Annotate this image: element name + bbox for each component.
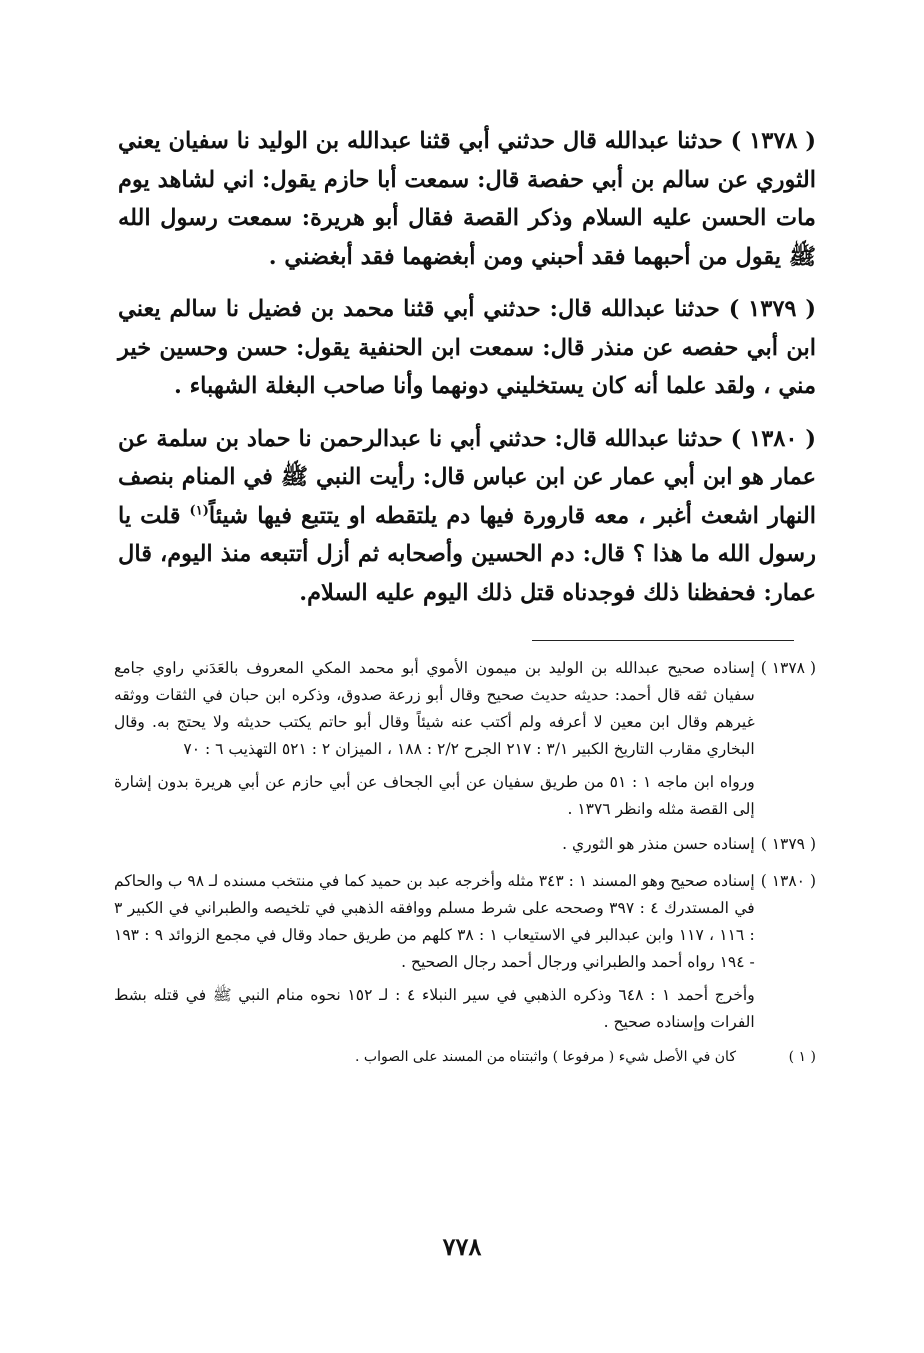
note-number: ( ١٣٧٩ ) bbox=[760, 835, 816, 853]
footnote-divider bbox=[532, 640, 794, 641]
note-number: ( ١٣٨٠ ) bbox=[760, 872, 816, 890]
hadith-text: حدثنا عبدالله قال: حدثني أبي قثنا محمد بن فضيل نا سالم يعني ابن أبي حفصه عن منذر قال: سمعت ابن الحنفية يقول: حسن وحسين خير مني ، ولقد علما أنه كان يستخليني دونهما وأنا صاحب البغلة الشهباء . bbox=[118, 296, 816, 399]
note-1379 bbox=[114, 831, 816, 858]
note-paragraph: وأخرج أحمد ١ : ٦٤٨ وذكره الذهبي في سير النبلاء ٤ : لـ ١٥٢ نحوه منام النبي ﷺ في قتله بشط الفرات وإسناده صحيح . bbox=[114, 986, 755, 1031]
hadith-1378 bbox=[118, 122, 816, 276]
hadith-number: ( ١٣٧٩ ) bbox=[728, 296, 816, 322]
note-paragraph: إسناده صحيح وهو المسند ١ : ٣٤٣ مثله وأخرجه عبد بن حميد كما في منتخب مسنده لـ ٩٨ ب والحاكم في المستدرك ٤ : ٣٩٧ وصححه على شرط مسلم ووافقه الذهبي في تلخيصه والطبراني في الكبير ٣ : ١١٦ ، ١١٧ وابن عبدالبر في الاستيعاب ١ : ٣٨ كلهم من طريق حماد وقال في مجمع الزوائد ٩ : ١٩٣ - ١٩٤ رواه أحمد والطبراني ورجال أحمد رجال الصحيح . bbox=[114, 872, 755, 971]
notes-section bbox=[114, 655, 816, 1079]
hadith-number: ( ١٣٧٨ ) bbox=[730, 128, 816, 154]
footnote-marker[interactable]: (١) bbox=[189, 503, 209, 518]
hadith-text: حدثنا عبدالله قال حدثني أبي قثنا عبدالله بن الوليد نا سفيان يعني الثوري عن سالم بن أبي حفصة قال: سمعت أبا حازم يقول: اني لشاهد يوم مات الحسن عليه السلام وذكر القصة فقال أبو هريرة: سمعت رسول الله ﷺ يقول من أحبهما فقد أحبني ومن أبغضهما فقد أبغضني . bbox=[118, 128, 816, 270]
note-paragraph: ورواه ابن ماجه ١ : ٥١ من طريق سفيان عن أبي الجحاف عن أبي حازم عن أبي هريرة بدون إشارة إلى القصة مثله وانظر ١٣٧٦ . bbox=[114, 773, 755, 818]
footnote-1 bbox=[114, 1044, 816, 1071]
page-number: ٧٧٨ bbox=[442, 1232, 482, 1261]
hadith-text: حدثنا عبدالله قال: حدثني أبي نا عبدالرحمن نا حماد بن سلمة عن عمار هو ابن أبي عمار عن ابن عباس قال: رأيت النبي ﷺ في المنام بنصف النهار اشعث أغبر ، معه قارورة فيها دم يلتقطه او يتتبع فيها شيئاً bbox=[118, 425, 816, 529]
hadith-text-continued: قلت يا رسول الله ما هذا ؟ قال: دم الحسين وأصحابه ثم أزل أتتبعه منذ اليوم، قال عمار: فحفظنا ذلك فوجدناه قتل ذلك اليوم عليه السلام. bbox=[118, 502, 816, 606]
note-body bbox=[114, 868, 755, 1036]
hadith-1380 bbox=[118, 420, 816, 613]
note-paragraph: إسناده صحيح عبدالله بن الوليد بن ميمون الأموي أبو محمد المكي المعروف بالعَدَني راوي جامع سفيان ثقه قال أحمد: حديثه حديث صحيح وقال أبو زرعة صدوق، وذكره ابن حبان في الثقات ووثقه غيرهم وقال ابن معين لا أعرفه ولم أكتب عنه شيئاً وقال أبو حاتم يكتب حديثه ولا يحتج به. وقال البخاري مقارب التاريخ الكبير ٣/١ : ٢١٧ الجرح ٢/٢ : ١٨٨ ، الميزان ٢ : ٥٢١ التهذيب ٦ : ٧٠ bbox=[114, 659, 755, 758]
footnote-body bbox=[114, 1044, 736, 1071]
main-text bbox=[118, 122, 816, 612]
footnote-number: ( ١ ) bbox=[788, 1049, 816, 1065]
footnote-text: كان في الأصل شيء ( مرفوعا ) واثبتناه من المسند على الصواب . bbox=[354, 1049, 736, 1065]
note-body bbox=[114, 831, 755, 858]
note-body bbox=[114, 655, 755, 823]
note-1380 bbox=[114, 868, 816, 1036]
note-paragraph: إسناده حسن منذر هو الثوري . bbox=[562, 835, 755, 853]
note-number: ( ١٣٧٨ ) bbox=[760, 659, 816, 677]
hadith-1379 bbox=[118, 290, 816, 406]
note-1378 bbox=[114, 655, 816, 823]
hadith-number: ( ١٣٨٠ ) bbox=[730, 425, 816, 452]
